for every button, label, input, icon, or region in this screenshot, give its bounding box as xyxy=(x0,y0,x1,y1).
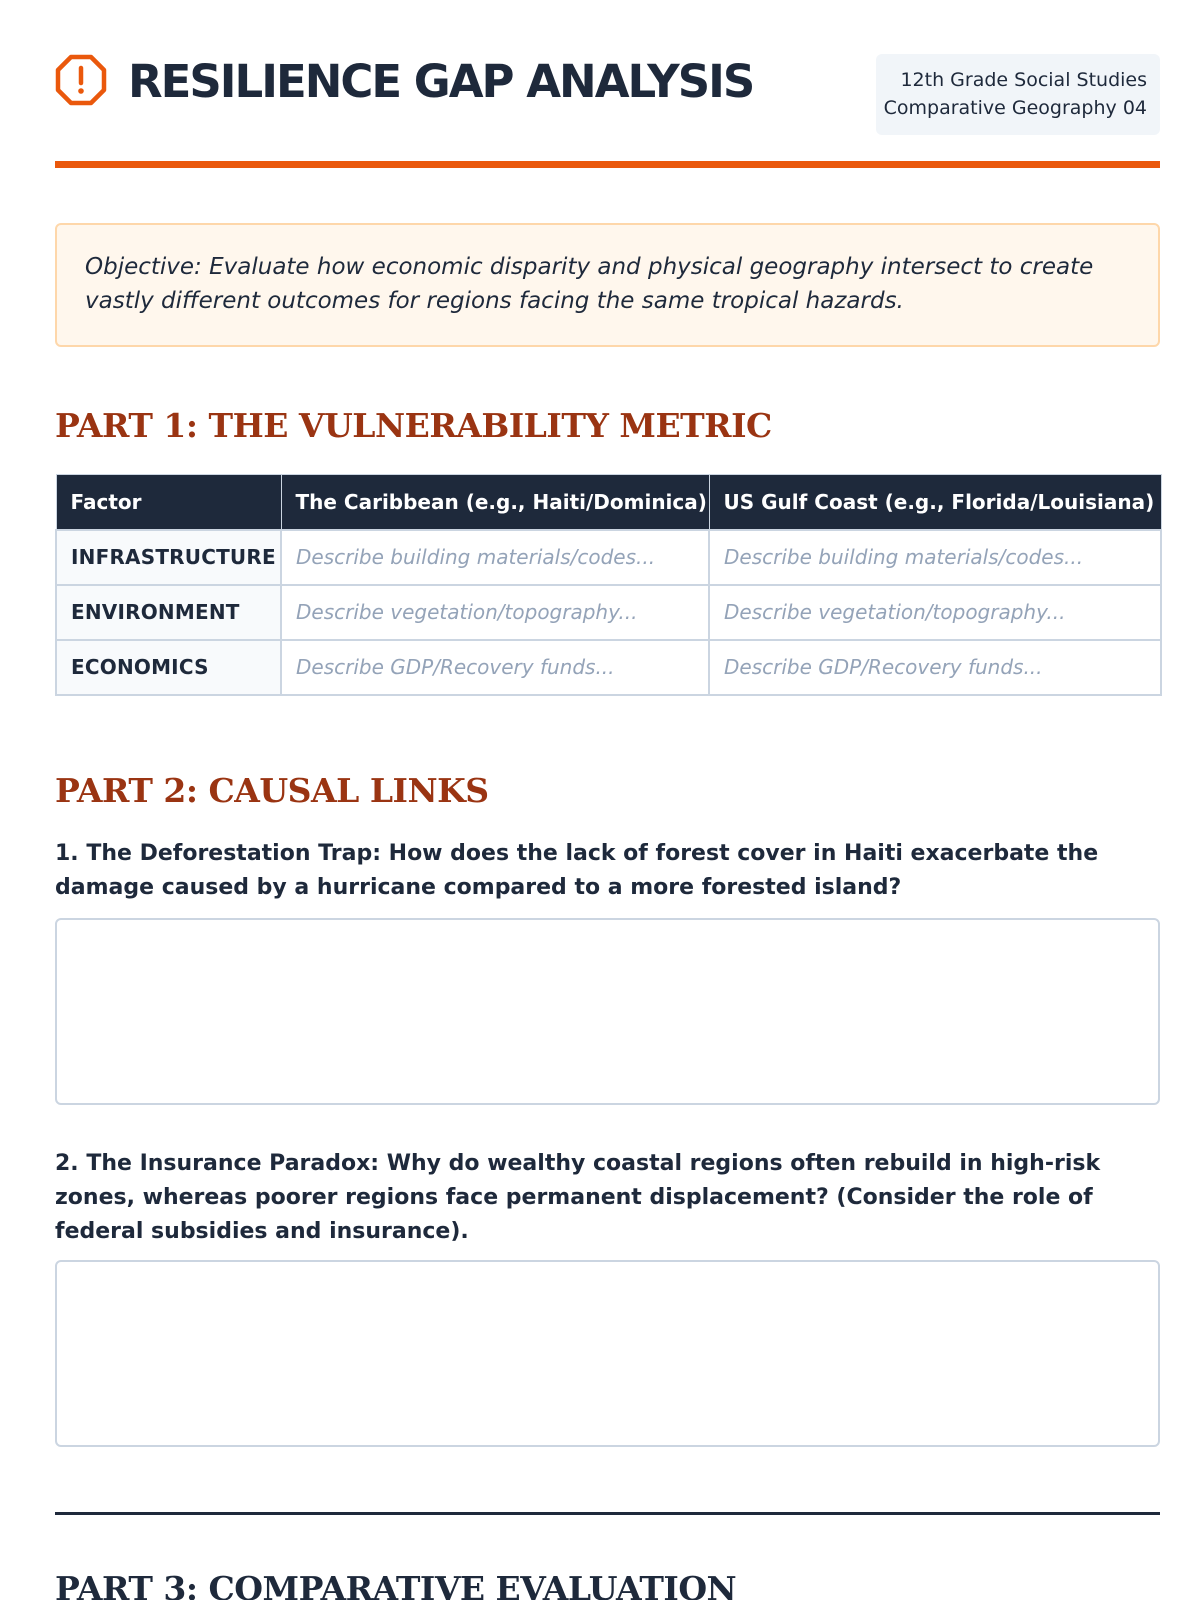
question-1: 1. The Deforestation Trap: How does the lack of forest cover in Haiti exacerbate the damage caused by a hurricane compared to a more forested island? xyxy=(55,841,1099,900)
gulf-input-cell[interactable]: Describe GDP/Recovery funds... xyxy=(709,640,1161,695)
gulf-input-cell[interactable]: Describe vegetation/topography... xyxy=(709,585,1161,640)
vulnerability-table xyxy=(55,474,1162,696)
section-divider xyxy=(55,1512,1160,1515)
column-header-gulf: US Gulf Coast (e.g., Florida/Louisiana) xyxy=(709,475,1161,530)
part3-heading: PART 3: COMPARATIVE EVALUATION xyxy=(55,1569,737,1600)
course-info-box xyxy=(876,54,1160,135)
table-row xyxy=(56,585,1161,640)
factor-label: ENVIRONMENT xyxy=(56,585,281,640)
page-title: RESILIENCE GAP ANALYSIS xyxy=(128,55,754,108)
answer-box-1[interactable] xyxy=(55,918,1160,1105)
column-header-factor: Factor xyxy=(56,475,281,530)
gulf-input-cell[interactable]: Describe building materials/codes... xyxy=(709,530,1161,585)
table-row xyxy=(56,640,1161,695)
table-header-row xyxy=(56,475,1161,530)
factor-label: ECONOMICS xyxy=(56,640,281,695)
objective-box: Objective: Evaluate how economic disparity and physical geography intersect to create vastly different outcomes for regions facing the same tropical hazards. xyxy=(55,223,1160,347)
answer-box-2[interactable] xyxy=(55,1260,1160,1447)
alert-octagon-icon xyxy=(55,54,107,106)
table-row xyxy=(56,530,1161,585)
part2-heading: PART 2: CAUSAL LINKS xyxy=(55,771,489,810)
part1-heading: PART 1: THE VULNERABILITY METRIC xyxy=(55,406,772,445)
column-header-caribbean: The Caribbean (e.g., Haiti/Dominica) xyxy=(281,475,709,530)
header-divider xyxy=(55,161,1160,168)
question-2: 2. The Insurance Paradox: Why do wealthy coastal regions often rebuild in high-risk zones, whereas poorer regions face permanent displacement? (Consider the role of federal subsidies and insurance). xyxy=(55,1151,1101,1244)
caribbean-input-cell[interactable]: Describe building materials/codes... xyxy=(281,530,709,585)
course-name: 12th Grade Social Studies xyxy=(900,69,1147,91)
unit-name: Comparative Geography 04 xyxy=(883,97,1147,119)
caribbean-input-cell[interactable]: Describe vegetation/topography... xyxy=(281,585,709,640)
factor-label: INFRASTRUCTURE xyxy=(56,530,281,585)
page-header xyxy=(55,50,1160,165)
caribbean-input-cell[interactable]: Describe GDP/Recovery funds... xyxy=(281,640,709,695)
